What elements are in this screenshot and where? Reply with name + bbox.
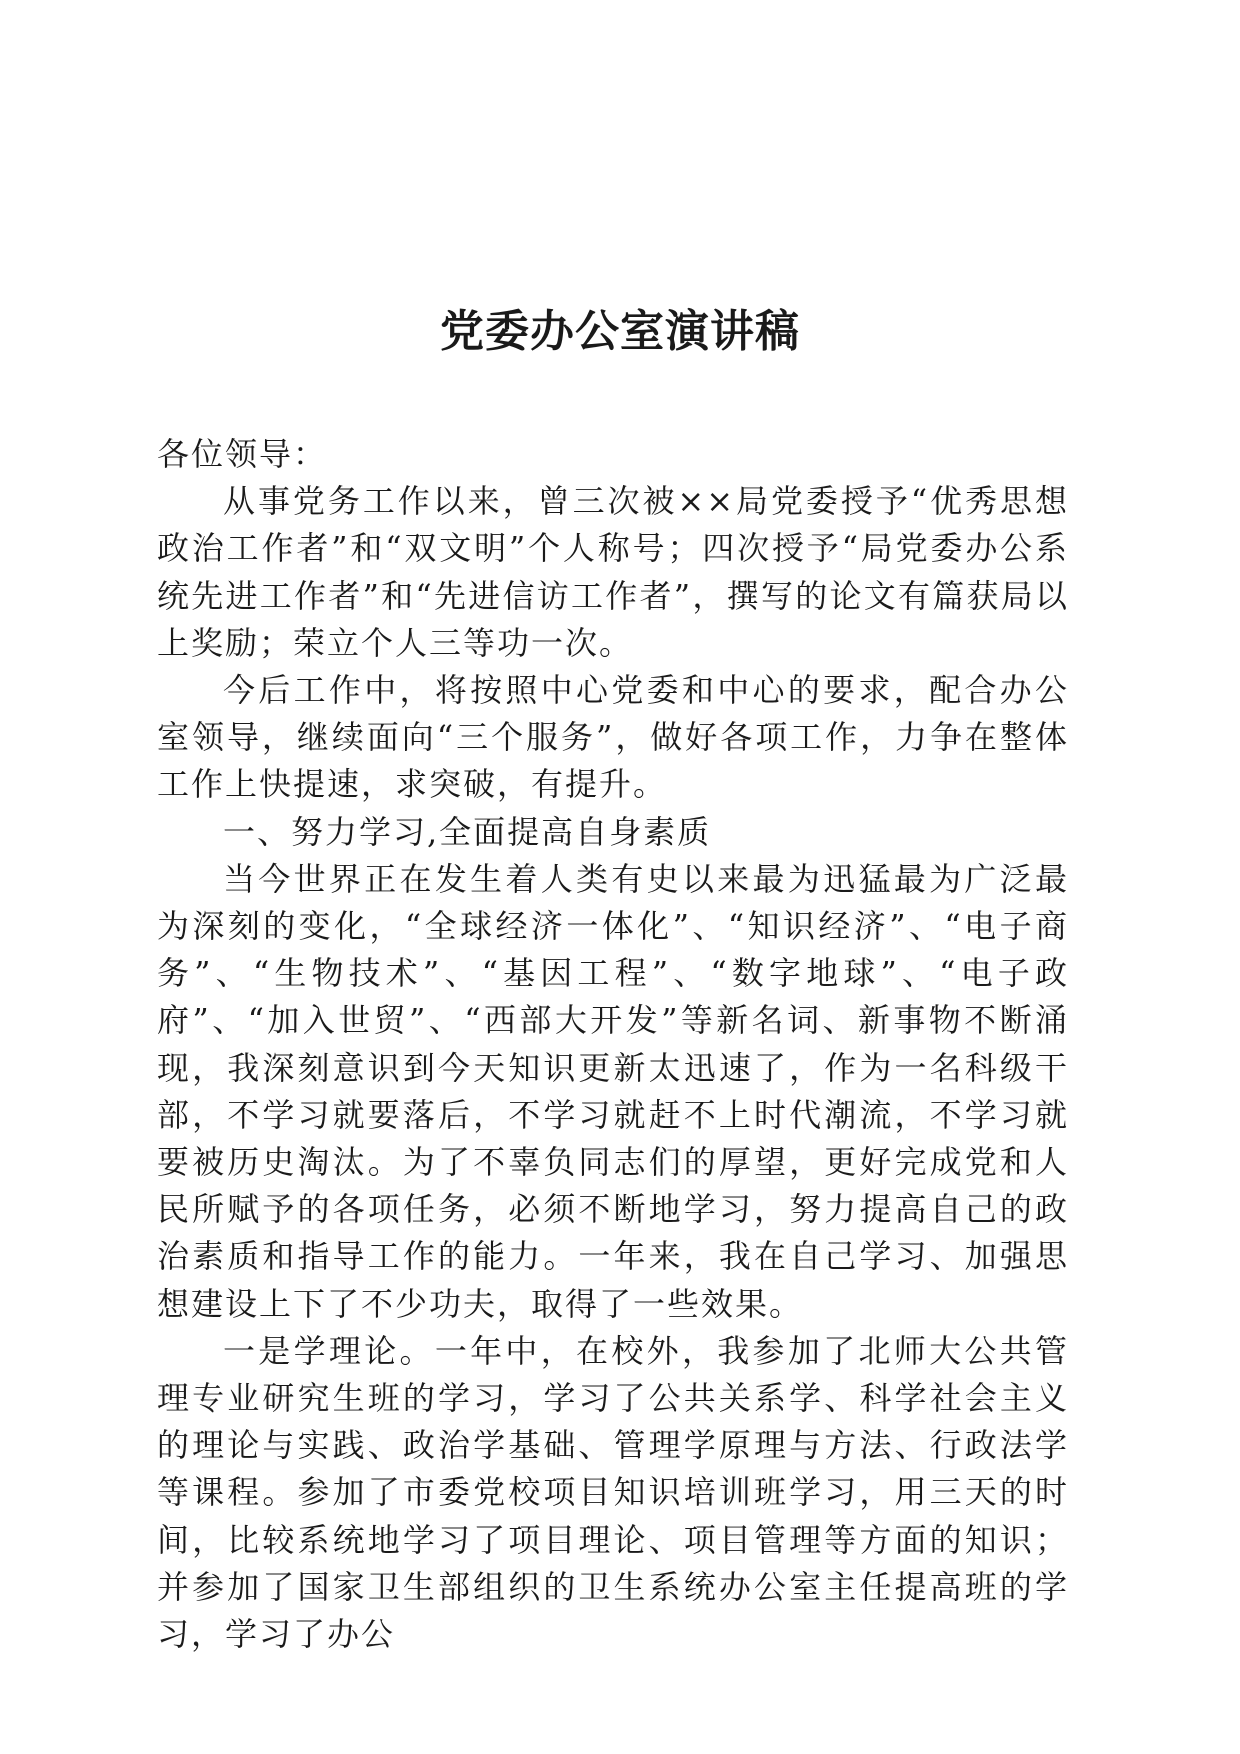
paragraph-world-changes: 当今世界正在发生着人类有史以来最为迅猛最为广泛最为深刻的变化，“全球经济一体化”、“知识经济”、“电子商务”、“生物技术”、“基因工程”、“数字地球”、“电子政府”、“加入世贸”、“西部大开发”等新名词、新事物不断涌现，我深刻意识到今天知识更新太迅速了，作为一名科级干部，不学习就要落后，不学习就赶不上时代潮流，不学习就要被历史淘汰。为了不辜负同志们的厚望，更好完成党和人民所赋予的各项任务，必须不断地学习，努力提高自己的政治素质和指导工作的能力。一年来，我在自己学习、加强思想建设上下了不少功夫，取得了一些效果。 xyxy=(157,859,1069,1323)
paragraph-future-work: 今后工作中，将按照中心党委和中心的要求，配合办公室领导，继续面向“三个服务”，做好各项工作，力争在整体工作上快提速，求突破，有提升。 xyxy=(157,671,1069,804)
paragraph-honors: 从事党务工作以来，曾三次被××局党委授予“优秀思想政治工作者”和“双文明”个人称号；四次授予“局党委办公系统先进工作者”和“先进信访工作者”，撰写的论文有篇获局以上奖励；荣立个人三等功一次。 xyxy=(157,482,1069,662)
salutation: 各位领导： xyxy=(157,435,328,473)
section-heading-study: 一、努力学习,全面提高自身素质 xyxy=(223,812,712,851)
document-title: 党委办公室演讲稿 xyxy=(440,306,800,357)
document-body xyxy=(157,431,1069,1658)
paragraph-theory-study: 一是学理论。一年中，在校外，我参加了北师大公共管理专业研究生班的学习，学习了公共关系学、科学社会主义的理论与实践、政治学基础、管理学原理与方法、行政法学等课程。参加了市委党校项目知识培训班学习，用三天的时间，比较系统地学习了项目理论、项目管理等方面的知识；并参加了国家卫生部组织的卫生系统办公室主任提高班的学习，学习了办公 xyxy=(157,1331,1069,1654)
